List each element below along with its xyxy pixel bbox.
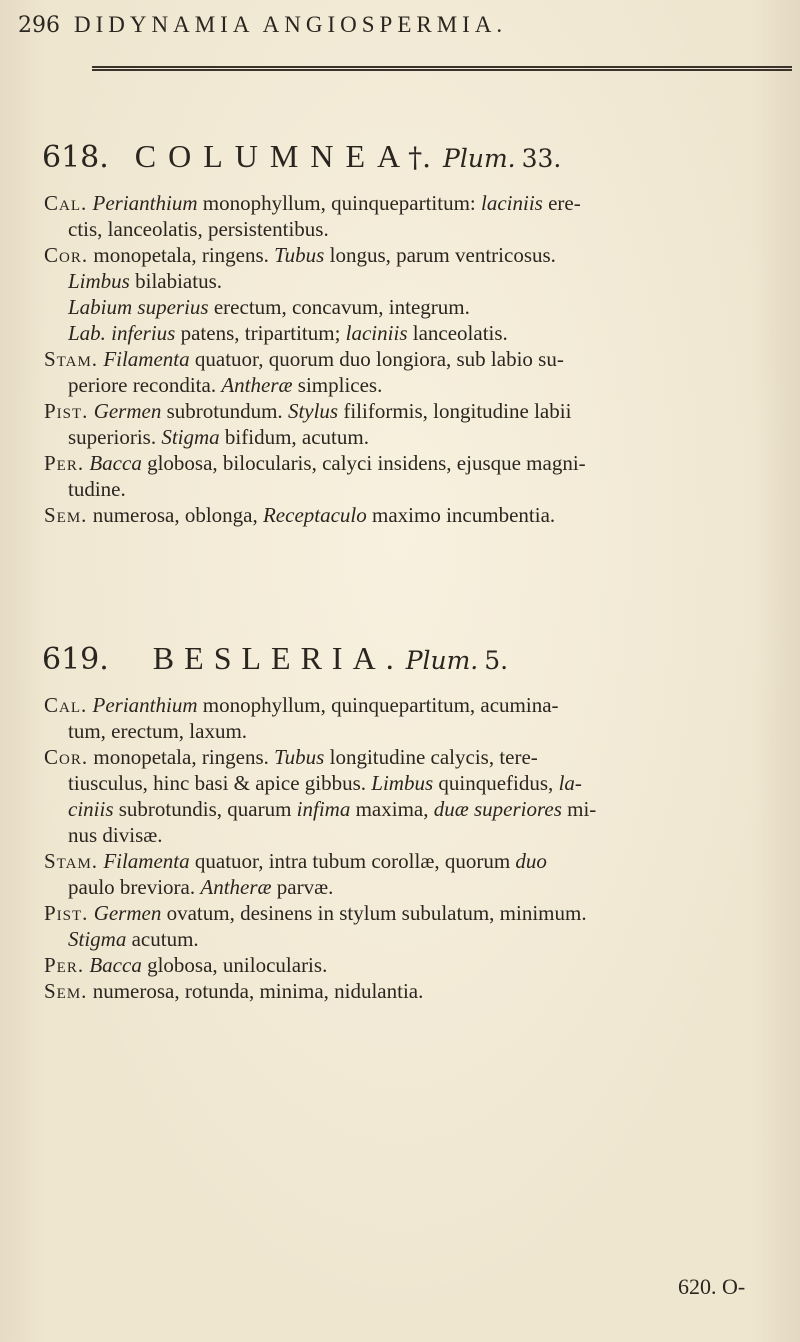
text-run: Tubus <box>274 745 325 769</box>
text-run: Perianthium <box>92 191 198 215</box>
text-run: ovatum, desinens in stylum subulatum, minimum. <box>161 901 587 925</box>
genus-mark: †. <box>408 141 432 174</box>
text-run: Tubus <box>274 243 325 267</box>
text-run: numerosa, oblonga, <box>87 503 263 527</box>
text-run: Stam. <box>44 849 99 873</box>
text-line <box>44 294 796 320</box>
text-run: Limbus <box>68 269 130 293</box>
running-title: DIDYNAMIA ANGIOSPERMIA. <box>74 12 508 37</box>
text-line <box>44 450 796 476</box>
text-run: monophyllum, quinquepartitum, acumina- <box>197 693 559 717</box>
genus-authority: Plum. <box>405 646 479 675</box>
text-line <box>44 346 796 372</box>
text-line <box>44 692 796 718</box>
text-run: maximo incumbentia. <box>366 503 556 527</box>
text-run: Receptaculo <box>262 503 367 527</box>
text-run: ctis, lanceolatis, persistentibus. <box>68 217 329 241</box>
text-run: monophyllum, quinquepartitum: <box>197 191 481 215</box>
text-run: parvæ. <box>271 875 334 899</box>
text-run: Cal. <box>44 191 88 215</box>
text-run: Limbus <box>371 771 434 795</box>
text-run: Antheræ <box>221 373 293 397</box>
text-run: Bacca <box>89 953 142 977</box>
text-line <box>44 952 796 978</box>
text-run: bilabiatus. <box>129 269 223 293</box>
text-line <box>44 372 796 398</box>
text-run: infima <box>296 797 351 821</box>
text-run: tiusculus, hinc basi & apice gibbus. <box>68 771 372 795</box>
text-line <box>44 268 796 294</box>
genus-authority-number: 5. <box>484 646 509 675</box>
text-run: lanceolatis. <box>407 321 508 345</box>
text-line <box>44 476 796 502</box>
text-run: Sem. <box>44 979 88 1003</box>
text-run: subrotundum. <box>161 399 288 423</box>
genus-number: 618. <box>42 140 109 175</box>
text-line <box>44 398 796 424</box>
text-run: numerosa, rotunda, minima, nidulantia. <box>87 979 424 1003</box>
text-run: Per. <box>44 953 85 977</box>
text-run: quatuor, quorum duo longiora, sub labio su- <box>189 347 564 371</box>
genus-number: 619. <box>42 642 109 677</box>
text-run: Stylus <box>287 399 339 423</box>
text-run: Perianthium <box>92 693 198 717</box>
genus-name: COLUMNEA <box>134 138 413 174</box>
text-line <box>44 320 796 346</box>
text-run: duo <box>515 849 547 873</box>
text-line <box>44 718 796 744</box>
genus-heading-618 <box>42 138 561 175</box>
text-run: mi- <box>561 797 597 821</box>
genus-authority: Plum. <box>443 144 516 173</box>
genus-name: BESLERIA. <box>152 640 404 676</box>
text-line <box>44 502 796 528</box>
text-run: longitudine calycis, tere- <box>324 745 538 769</box>
text-line <box>44 848 796 874</box>
text-run: longus, parum ventricosus. <box>324 243 556 267</box>
text-run: tudine. <box>68 477 126 501</box>
text-run: filiformis, longitudine labii <box>338 399 572 423</box>
text-run: periore recondita. <box>68 373 222 397</box>
text-run: la- <box>558 771 582 795</box>
genus-heading-619 <box>42 640 508 677</box>
text-line <box>44 770 796 796</box>
text-run: Filamenta <box>103 347 190 371</box>
text-run: acutum. <box>126 927 199 951</box>
text-run: quinquefidus, <box>433 771 559 795</box>
text-run: ciniis <box>68 797 114 821</box>
text-line <box>44 900 796 926</box>
text-run: monopetala, ringens. <box>88 745 275 769</box>
text-run: Stam. <box>44 347 99 371</box>
text-line <box>44 190 796 216</box>
genus-description-618 <box>44 190 796 528</box>
text-run: duæ superiores <box>433 797 562 821</box>
text-run: paulo breviora. <box>68 875 201 899</box>
text-line <box>44 796 796 822</box>
text-run: Germen <box>93 399 162 423</box>
text-run: superioris. <box>68 425 162 449</box>
text-run: Labium superius <box>68 295 209 319</box>
text-run: globosa, bilocularis, calyci insidens, ejusque magni- <box>141 451 586 475</box>
text-run: Stigma <box>161 425 220 449</box>
text-run: quatuor, intra tubum corollæ, quorum <box>189 849 516 873</box>
text-run: monopetala, ringens. <box>88 243 275 267</box>
text-run: Bacca <box>89 451 142 475</box>
text-run: Per. <box>44 451 85 475</box>
genus-description-619 <box>44 692 796 1004</box>
text-run: Pist. <box>44 399 89 423</box>
text-run: Germen <box>93 901 162 925</box>
text-line <box>44 424 796 450</box>
text-run: Lab. inferius <box>68 321 176 345</box>
text-run: maxima, <box>350 797 434 821</box>
page-number: 296 <box>18 13 60 38</box>
text-line <box>44 744 796 770</box>
text-run: Filamenta <box>103 849 190 873</box>
text-line <box>44 242 796 268</box>
text-run: Stigma <box>68 927 127 951</box>
text-run: Sem. <box>44 503 88 527</box>
running-header <box>18 12 507 38</box>
text-run: Antheræ <box>200 875 272 899</box>
text-run: ere- <box>542 191 581 215</box>
text-run: tum, erectum, laxum. <box>68 719 248 743</box>
text-line <box>44 926 796 952</box>
text-run: patens, tripartitum; <box>175 321 346 345</box>
text-run: erectum, concavum, integrum. <box>208 295 470 319</box>
text-run: Cor. <box>44 243 89 267</box>
text-line <box>44 822 796 848</box>
header-rule <box>92 66 792 71</box>
text-run: laciniis <box>345 321 408 345</box>
text-run: laciniis <box>481 191 543 215</box>
text-run: simplices. <box>292 373 383 397</box>
text-run: bifidum, acutum. <box>219 425 369 449</box>
catchword: 620. O- <box>678 1274 746 1299</box>
text-line <box>44 216 796 242</box>
text-line <box>44 874 796 900</box>
text-run: Pist. <box>44 901 89 925</box>
text-run: subrotundis, quarum <box>113 797 297 821</box>
text-run: nus divisæ. <box>68 823 163 847</box>
text-line <box>44 978 796 1004</box>
genus-authority-number: 33. <box>521 144 562 173</box>
text-run: Cal. <box>44 693 88 717</box>
text-run: Cor. <box>44 745 89 769</box>
text-run: globosa, unilocularis. <box>141 953 328 977</box>
